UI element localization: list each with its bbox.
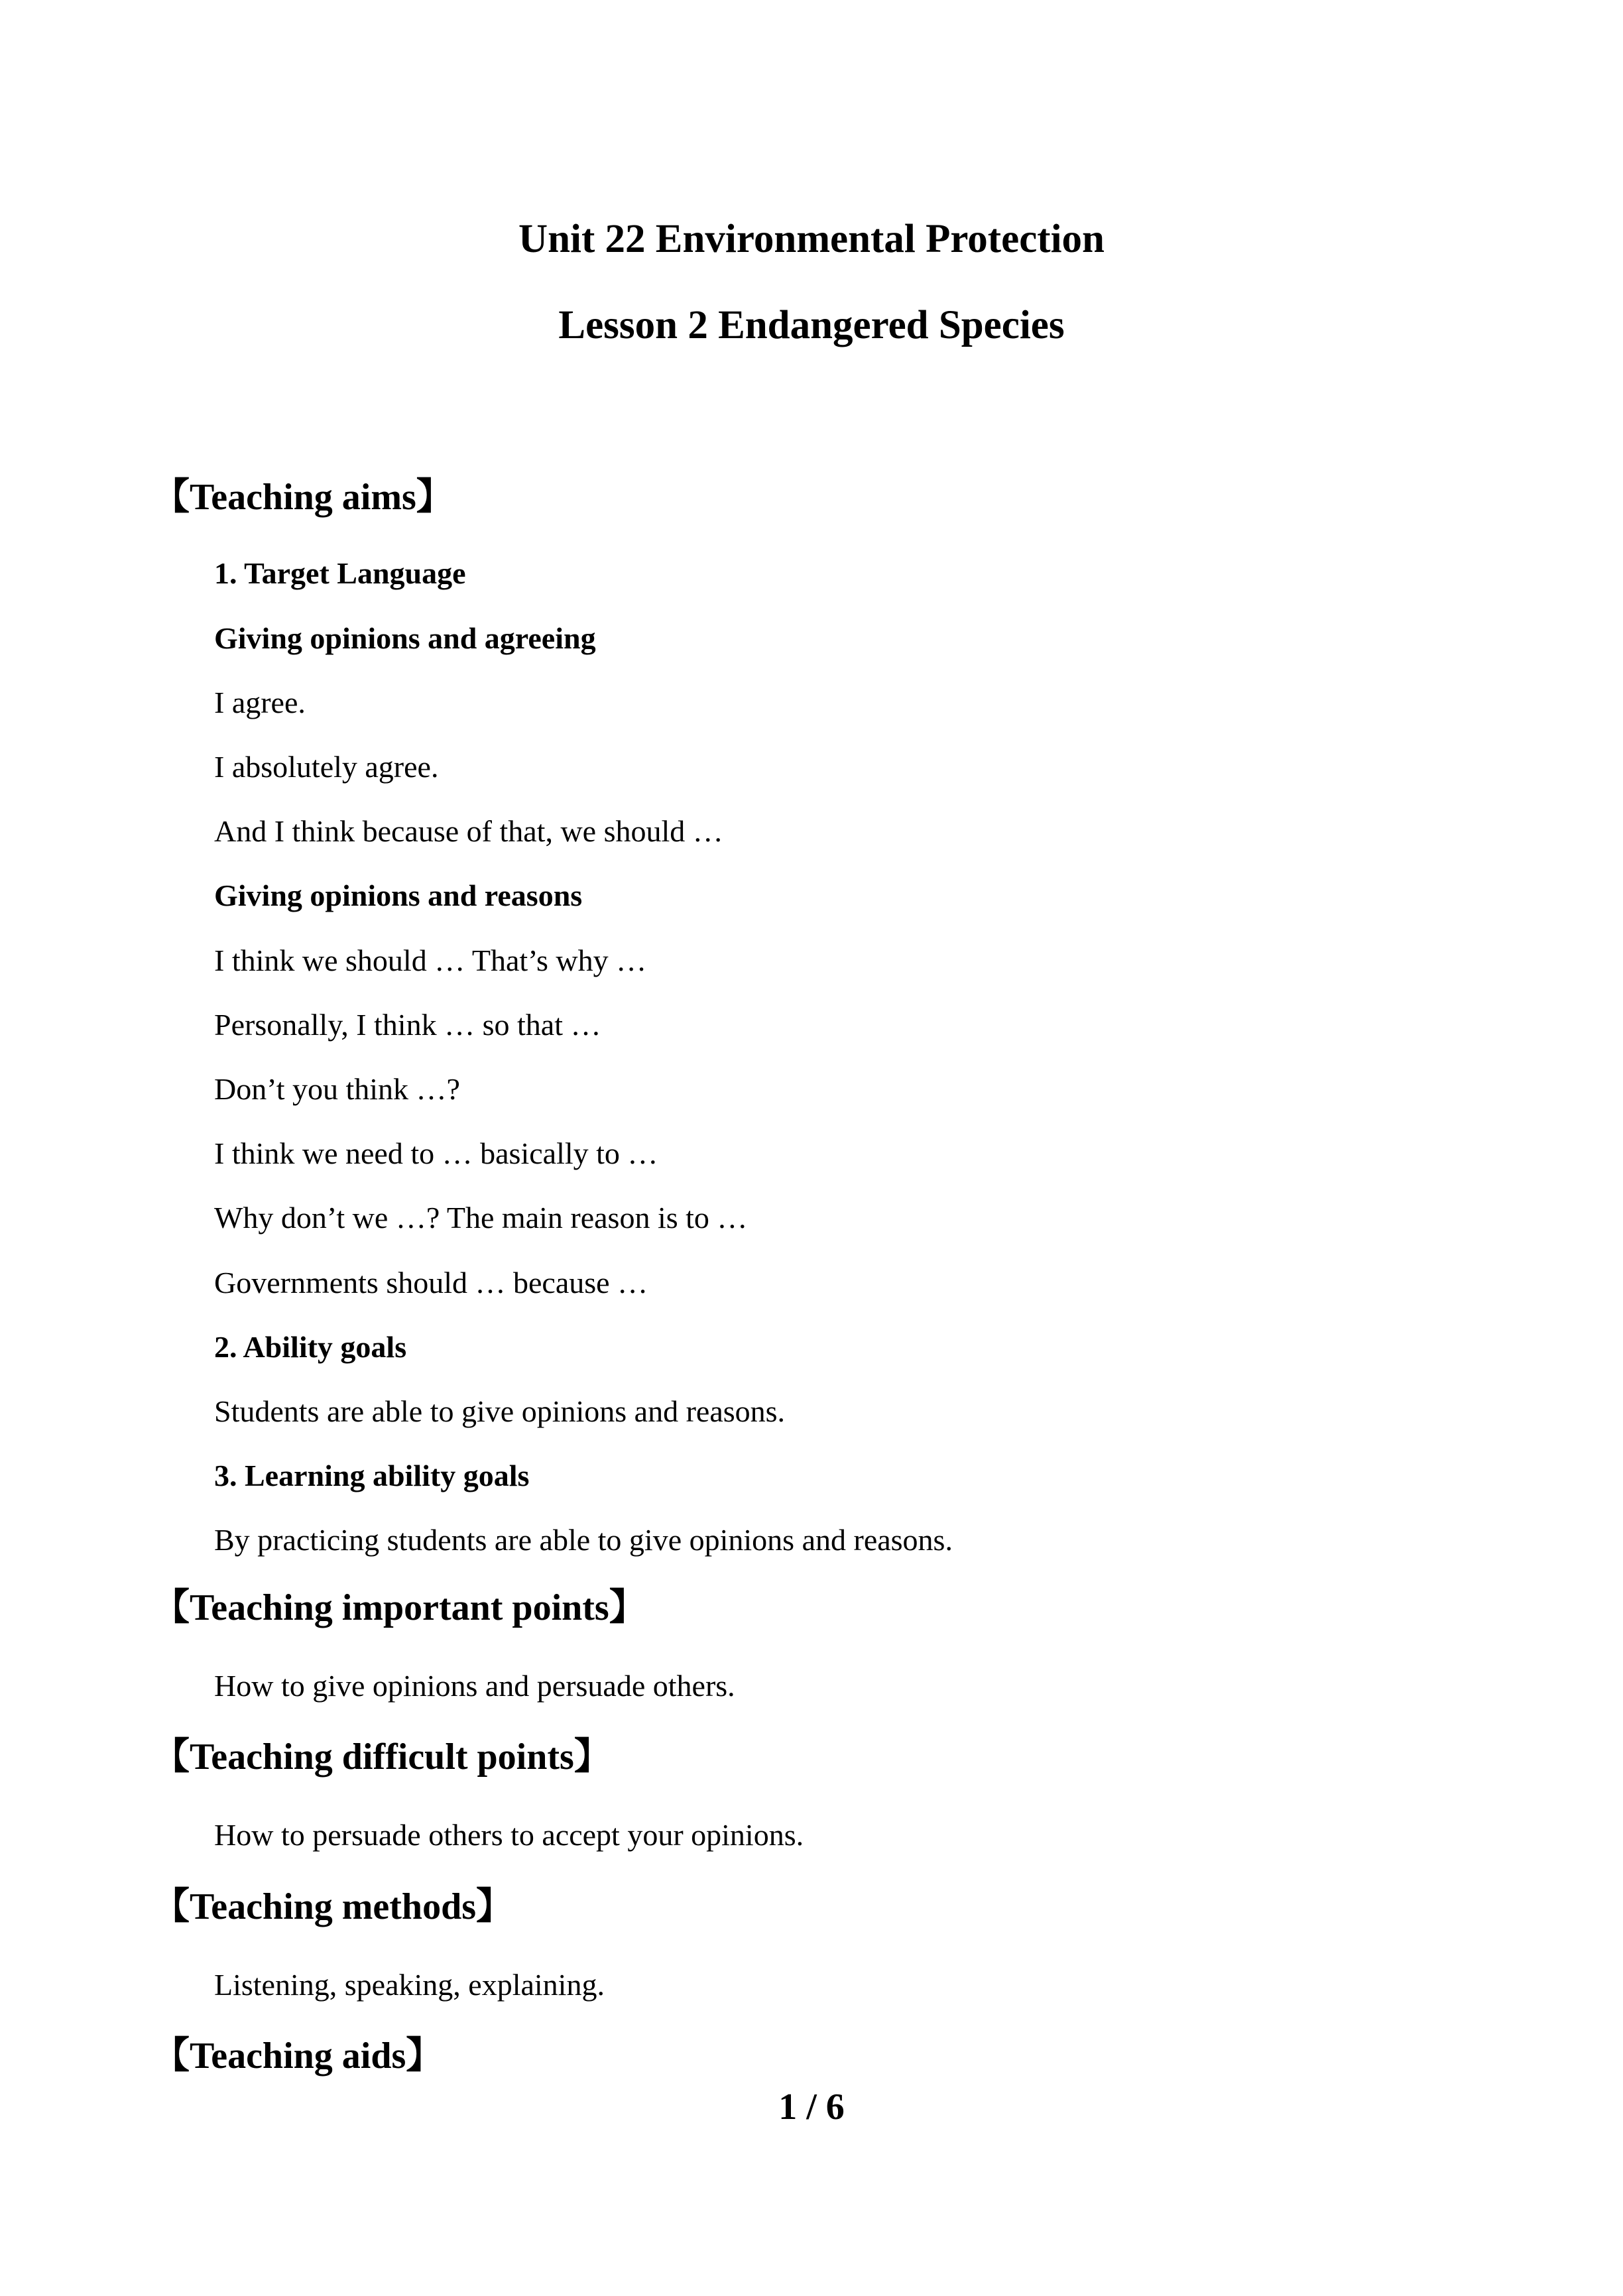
agreeing-line-3: And I think because of that, we should … xyxy=(214,814,723,848)
teaching-methods-text: Listening, speaking, explaining. xyxy=(214,1968,605,2002)
teaching-methods-heading: 【Teaching methods】 xyxy=(152,1886,514,1927)
teaching-difficult-points-heading: 【Teaching difficult points】 xyxy=(152,1736,611,1778)
agreeing-subheading: Giving opinions and agreeing xyxy=(214,621,596,655)
lesson-title: Lesson 2 Endangered Species xyxy=(558,303,1065,347)
ability-goals-text: Students are able to give opinions and reasons. xyxy=(214,1394,786,1428)
unit-title: Unit 22 Environmental Protection xyxy=(518,217,1105,261)
agreeing-line-1: I agree. xyxy=(214,686,306,719)
learning-ability-goals-heading: 3. Learning ability goals xyxy=(214,1459,530,1492)
reasons-subheading: Giving opinions and reasons xyxy=(214,878,583,912)
reasons-line-1: I think we should … That’s why … xyxy=(214,943,647,977)
reasons-line-6: Governments should … because … xyxy=(214,1266,648,1299)
reasons-line-5: Why don’t we …? The main reason is to … xyxy=(214,1201,748,1235)
reasons-line-2: Personally, I think … so that … xyxy=(214,1008,601,1042)
page-number: 1 / 6 xyxy=(778,2086,845,2128)
teaching-difficult-points-text: How to persuade others to accept your opinions. xyxy=(214,1818,804,1852)
reasons-line-4: I think we need to … basically to … xyxy=(214,1136,658,1170)
teaching-aids-heading: 【Teaching aids】 xyxy=(152,2035,444,2077)
reasons-line-3: Don’t you think …? xyxy=(214,1072,460,1106)
teaching-important-points-heading: 【Teaching important points】 xyxy=(152,1587,646,1628)
target-language-heading: 1. Target Language xyxy=(214,556,466,590)
teaching-aims-heading: 【Teaching aims】 xyxy=(152,477,453,518)
ability-goals-heading: 2. Ability goals xyxy=(214,1330,407,1364)
teaching-important-points-text: How to give opinions and persuade others. xyxy=(214,1669,735,1703)
agreeing-line-2: I absolutely agree. xyxy=(214,750,439,784)
learning-ability-goals-text: By practicing students are able to give opinions and reasons. xyxy=(214,1523,953,1557)
